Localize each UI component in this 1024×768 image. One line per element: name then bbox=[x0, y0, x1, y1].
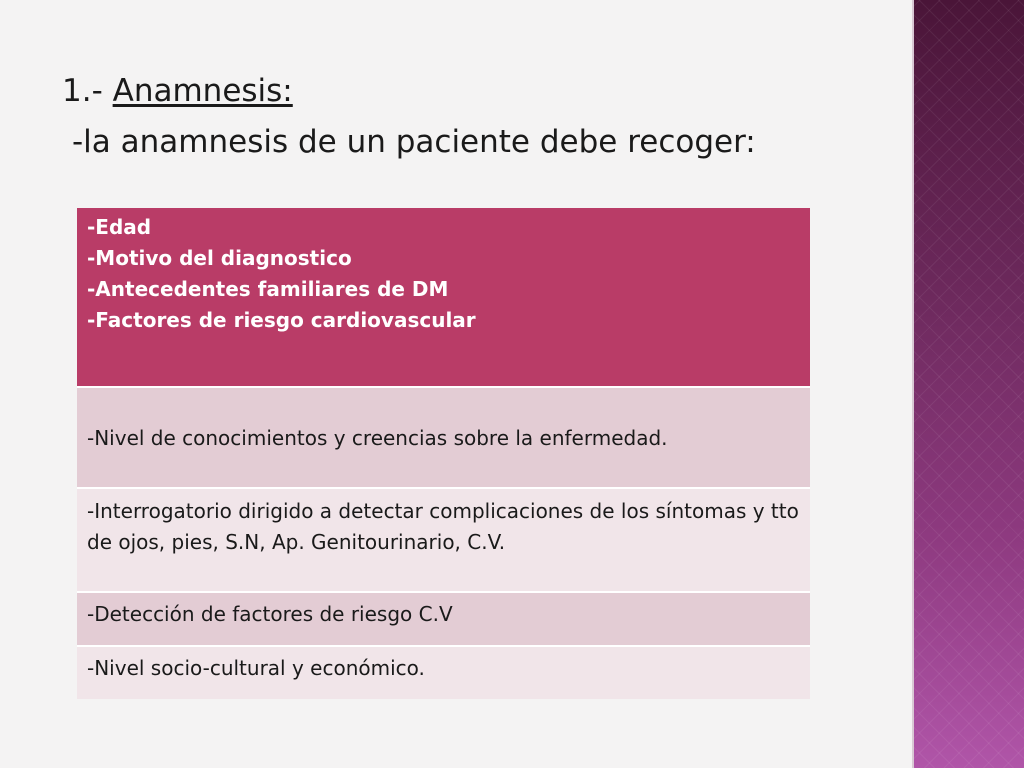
header-line-factores: -Factores de riesgo cardiovascular bbox=[87, 308, 476, 332]
header-line-antecedentes: -Antecedentes familiares de DM bbox=[87, 277, 449, 301]
decorative-side-band bbox=[912, 0, 1024, 768]
heading-number: 1.- bbox=[62, 73, 113, 109]
header-line-motivo: -Motivo del diagnostico bbox=[87, 246, 352, 270]
section-heading bbox=[62, 68, 293, 114]
heading-title: Anamnesis: bbox=[112, 73, 293, 109]
table-row: -Detección de factores de riesgo C.V bbox=[77, 593, 810, 647]
section-subheading: -la anamnesis de un paciente debe recoger: bbox=[72, 124, 756, 160]
header-line-edad: -Edad bbox=[87, 215, 152, 239]
anamnesis-table bbox=[77, 208, 810, 699]
table-row: -Nivel de conocimientos y creencias sobre la enfermedad. bbox=[77, 388, 810, 489]
table-row: -Nivel socio-cultural y económico. bbox=[77, 647, 810, 699]
table-header-cell bbox=[77, 208, 810, 388]
table-row: -Interrogatorio dirigido a detectar complicaciones de los síntomas y tto de ojos, pies, S.N, Ap. Genitourinario, C.V. bbox=[77, 489, 810, 593]
